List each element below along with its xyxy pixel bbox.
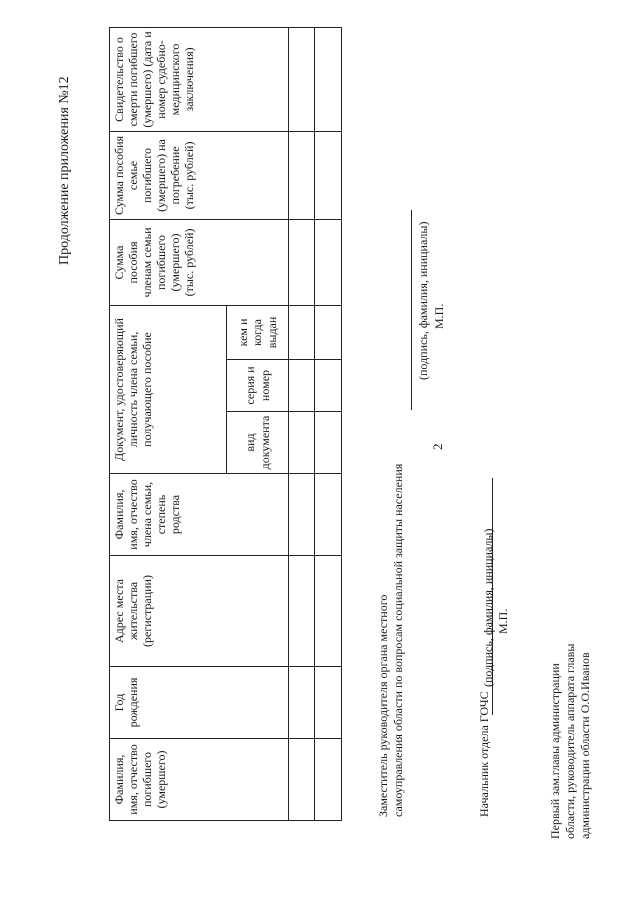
- table-cell: [315, 360, 342, 412]
- gochs-label: Начальник отдела ГОЧС: [477, 691, 491, 817]
- table-cell: [315, 131, 342, 219]
- table-cell: [289, 556, 315, 667]
- first-deputy-line1: Первый зам.главы администрации: [548, 663, 562, 839]
- table-cell: [289, 219, 315, 305]
- gochs-signature-caption: (подпись, фамилия, инициалы): [481, 528, 495, 687]
- gochs-stamp-mark: М.П.: [496, 608, 510, 634]
- table-cell: [289, 360, 315, 412]
- page-number: 2: [430, 443, 445, 450]
- table-cell: [315, 556, 342, 667]
- col-header-benefit-family: Сумма пособия членам семьи погибшего (умершего) (тыс. рублей): [110, 219, 289, 305]
- table-cell: [315, 305, 342, 359]
- table-cell: [289, 27, 315, 131]
- table-cell: [315, 739, 342, 821]
- table-cell: [315, 27, 342, 131]
- table-cell: [315, 412, 342, 474]
- col-header-benefit-burial: Сумма пособия семье погибшего (умершего) на погребение (тыс. рублей): [110, 131, 289, 219]
- col-header-address: Адрес места жительства (регистрации): [110, 556, 289, 667]
- col-header-name: Фамилия, имя, отчество погибшего (умершего): [110, 739, 289, 821]
- table-cell: [289, 412, 315, 474]
- first-deputy-line3: администрации области О.О.Иванов: [578, 652, 592, 839]
- form-table: [109, 27, 342, 821]
- deputy-signature-block: [376, 464, 406, 817]
- deputy-title-line2: самоуправления области по вопросам социальной защиты населения: [391, 463, 405, 817]
- deputy-signature-caption: (подпись, фамилия, инициалы): [416, 221, 430, 380]
- table-cell: [289, 305, 315, 359]
- first-deputy-line2: области, руководитель аппарата главы: [563, 643, 577, 839]
- col-subheader-series-number: серия и номер: [227, 360, 289, 412]
- col-subheader-doc-type: вид документа: [227, 412, 289, 474]
- col-header-id-document: Документ, удостоверяющий личность члена семьи, получающего пособие: [110, 305, 227, 473]
- table-cell: [289, 739, 315, 821]
- table-cell: [315, 474, 342, 556]
- col-header-family-member: Фамилия, имя, отчество члена семьи, степень родства: [110, 474, 289, 556]
- table-row: [315, 27, 342, 820]
- table-cell: [315, 667, 342, 739]
- table-cell: [289, 474, 315, 556]
- col-header-birth-year: Год рождения: [110, 667, 289, 739]
- deputy-signature-line: [411, 210, 412, 410]
- first-deputy-block: [548, 644, 593, 839]
- appendix-title: Продолжение приложения №12: [57, 76, 72, 265]
- table-cell: [289, 667, 315, 739]
- col-header-death-certificate: Свидетельство о смерти погибшего (умершего) (дата и номер судебно-медицинского заключения): [110, 27, 289, 131]
- table-cell: [289, 131, 315, 219]
- table-cell: [315, 219, 342, 305]
- deputy-stamp-mark: М.П.: [432, 303, 446, 329]
- table-header-row: [110, 27, 227, 820]
- col-subheader-issued-by: кем и когда выдан: [227, 305, 289, 359]
- deputy-title-line1: Заместитель руководителя органа местного: [376, 594, 390, 817]
- table-row: [289, 27, 315, 820]
